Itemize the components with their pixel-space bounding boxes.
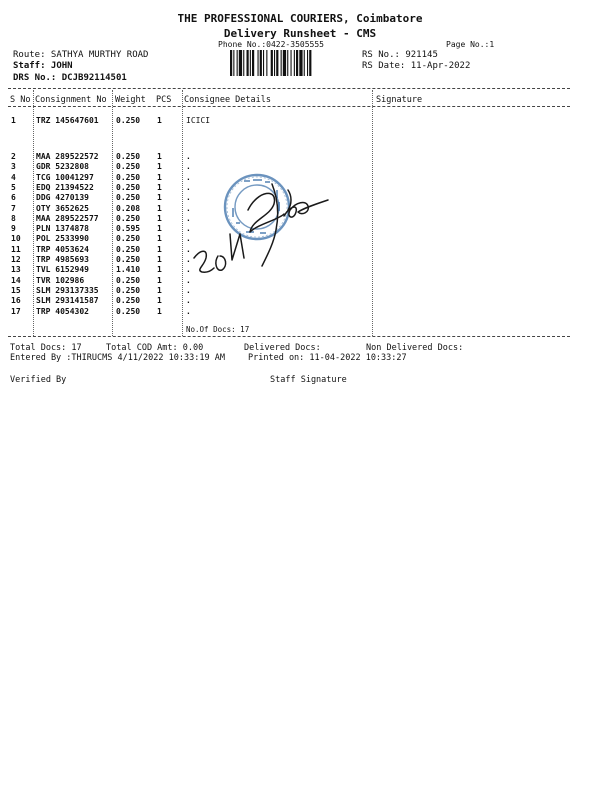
row-weight: 0.595 xyxy=(116,224,141,234)
row-consignee-details: . xyxy=(186,265,191,275)
barcode-icon xyxy=(230,50,342,76)
row-pcs: 1 xyxy=(157,213,162,223)
page-number: Page No.:1 xyxy=(446,40,495,49)
row-consignee-details: . xyxy=(186,275,191,285)
row-pcs: 1 xyxy=(157,255,162,264)
row-sno: 1 xyxy=(11,116,16,125)
table-row xyxy=(0,307,600,317)
row-consignee-details: . xyxy=(186,213,191,223)
row-sno: 12 xyxy=(11,255,21,264)
row-sno: 7 xyxy=(11,203,16,213)
row-sno: 15 xyxy=(11,285,21,295)
row-consignment-no: TVR 102986 xyxy=(36,275,85,285)
row-consignee-details: . xyxy=(186,182,191,192)
row-consignee-details: . xyxy=(186,255,191,264)
row-consignee-details: ICICI xyxy=(186,116,211,125)
row-sno: 13 xyxy=(11,265,21,275)
row-pcs: 1 xyxy=(157,265,162,275)
row-pcs: 1 xyxy=(157,162,162,172)
printed-on: Printed on: 11-04-2022 10:33:27 xyxy=(248,353,407,363)
row-weight: 0.250 xyxy=(116,275,141,285)
row-pcs: 1 xyxy=(157,244,162,254)
row-consignment-no: TVL 6152949 xyxy=(36,265,89,275)
row-pcs: 1 xyxy=(157,182,162,192)
row-consignment-no: MAA 289522577 xyxy=(36,213,99,223)
table-row xyxy=(0,116,600,126)
entered-by: Entered By :THIRUCMS 4/11/2022 10:33:19 AM xyxy=(10,353,225,363)
row-consignment-no: MAA 289522572 xyxy=(36,152,99,161)
row-consignee-details: . xyxy=(186,162,191,172)
row-weight: 0.250 xyxy=(116,193,141,203)
row-pcs: 1 xyxy=(157,224,162,234)
header-signature: Signature xyxy=(376,95,423,105)
row-sno: 10 xyxy=(11,234,21,244)
row-consignment-no: TCG 10041297 xyxy=(36,172,94,182)
row-weight: 0.250 xyxy=(116,213,141,223)
row-weight: 0.250 xyxy=(116,244,141,254)
row-consignee-details: . xyxy=(186,172,191,182)
row-pcs: 1 xyxy=(157,203,162,213)
row-pcs: 1 xyxy=(157,275,162,285)
row-consignee-details: . xyxy=(186,234,191,244)
row-sno: 5 xyxy=(11,182,16,192)
table-header-rule xyxy=(8,106,570,107)
row-consignee-details: . xyxy=(186,203,191,213)
row-consignment-no: TRP 4985693 xyxy=(36,255,89,264)
row-weight: 0.250 xyxy=(116,285,141,295)
staff-label: Staff: JOHN xyxy=(13,61,73,71)
row-consignee-details: . xyxy=(186,244,191,254)
delivered-docs: Delivered Docs: xyxy=(244,343,321,353)
row-sno: 11 xyxy=(11,244,21,254)
row-sno: 14 xyxy=(11,275,21,285)
row-weight: 0.250 xyxy=(116,255,141,264)
row-consignment-no: TRP 4054302 xyxy=(36,306,89,316)
row-consignee-details: . xyxy=(186,296,191,306)
drs-number: DRS No.: DCJB92114501 xyxy=(13,73,127,83)
header-pcs: PCS xyxy=(156,95,172,105)
row-pcs: 1 xyxy=(157,285,162,295)
row-consignee-details: . xyxy=(186,152,191,161)
total-cod-amount: Total COD Amt: 0.00 xyxy=(106,343,204,353)
table-bottom-rule xyxy=(8,336,570,337)
table-row xyxy=(0,286,600,296)
row-weight: 0.250 xyxy=(116,182,141,192)
rs-date: RS Date: 11-Apr-2022 xyxy=(362,61,471,71)
row-weight: 0.250 xyxy=(116,306,141,316)
row-weight: 1.410 xyxy=(116,265,141,275)
no-of-docs: No.Of Docs: 17 xyxy=(186,325,250,334)
row-sno: 6 xyxy=(11,193,16,203)
staff-signature: Staff Signature xyxy=(270,375,347,385)
row-sno: 9 xyxy=(11,224,16,234)
row-weight: 0.250 xyxy=(116,116,141,125)
row-consignment-no: EDQ 21394522 xyxy=(36,182,94,192)
header-sno: S No xyxy=(10,95,31,105)
row-weight: 0.250 xyxy=(116,172,141,182)
row-sno: 8 xyxy=(11,213,16,223)
row-pcs: 1 xyxy=(157,172,162,182)
company-title: THE PROFESSIONAL COURIERS, Coimbatore xyxy=(177,12,423,25)
document-title: Delivery Runsheet - CMS xyxy=(223,27,377,40)
phone-number: Phone No.:0422-3505555 xyxy=(218,40,324,49)
row-pcs: 1 xyxy=(157,306,162,316)
non-delivered-docs: Non Delivered Docs: xyxy=(366,343,464,353)
table-row xyxy=(0,152,600,162)
row-consignment-no: SLM 293141587 xyxy=(36,296,99,306)
row-pcs: 1 xyxy=(157,234,162,244)
row-weight: 0.250 xyxy=(116,162,141,172)
row-sno: 16 xyxy=(11,296,21,306)
header-consignee-details: Consignee Details xyxy=(184,95,271,105)
row-weight: 0.250 xyxy=(116,296,141,306)
row-consignment-no: GDR 5232808 xyxy=(36,162,89,172)
row-consignee-details: . xyxy=(186,285,191,295)
table-top-rule xyxy=(8,88,570,89)
row-sno: 17 xyxy=(11,306,21,316)
row-consignment-no: SLM 293137335 xyxy=(36,285,99,295)
row-pcs: 1 xyxy=(157,296,162,306)
table-row xyxy=(0,296,600,306)
header-consignment: Consignment No xyxy=(35,95,107,105)
row-sno: 2 xyxy=(11,152,16,161)
row-pcs: 1 xyxy=(157,193,162,203)
row-consignment-no: TRZ 145647601 xyxy=(36,116,99,125)
row-consignment-no: DDG 4270139 xyxy=(36,193,89,203)
row-consignment-no: TRP 4053624 xyxy=(36,244,89,254)
route-label: Route: SATHYA MURTHY ROAD xyxy=(13,50,149,60)
total-docs: Total Docs: 17 xyxy=(10,343,82,353)
row-sno: 3 xyxy=(11,162,16,172)
handwritten-signature-icon xyxy=(188,170,336,282)
row-consignment-no: PLN 1374878 xyxy=(36,224,89,234)
row-weight: 0.208 xyxy=(116,203,141,213)
row-weight: 0.250 xyxy=(116,152,141,161)
row-pcs: 1 xyxy=(157,152,162,161)
row-consignment-no: POL 2533990 xyxy=(36,234,89,244)
header-weight: Weight xyxy=(115,95,146,105)
verified-by: Verified By xyxy=(10,375,67,385)
row-weight: 0.250 xyxy=(116,234,141,244)
rs-number: RS No.: 921145 xyxy=(362,50,438,60)
row-consignment-no: OTY 3652625 xyxy=(36,203,89,213)
row-consignee-details: . xyxy=(186,193,191,203)
row-pcs: 1 xyxy=(157,116,162,125)
row-consignee-details: . xyxy=(186,306,191,316)
row-consignee-details: . xyxy=(186,224,191,234)
row-sno: 4 xyxy=(11,172,16,182)
